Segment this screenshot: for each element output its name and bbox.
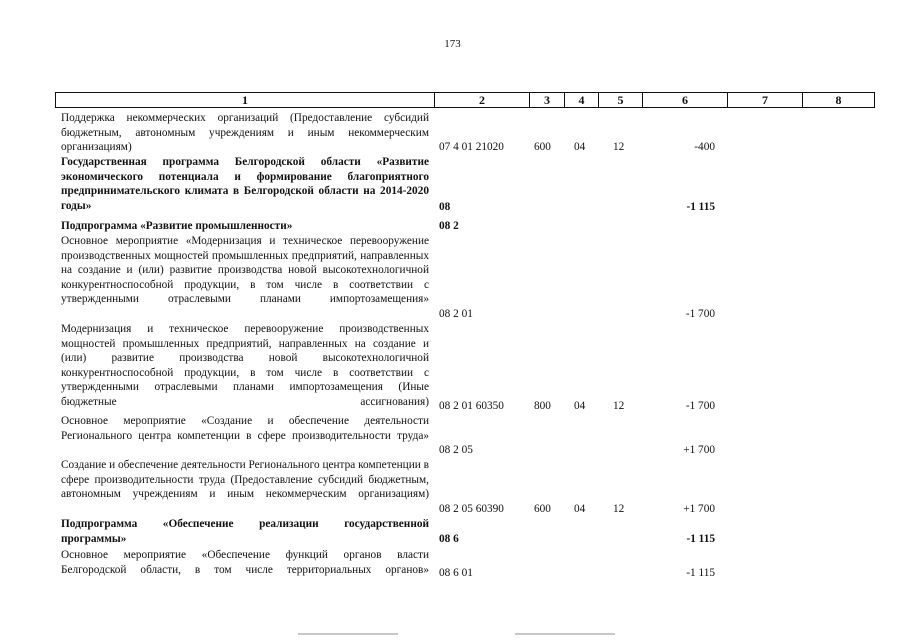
row-col5: 12 [613,400,625,412]
header-col-2: 2 [434,93,529,107]
row-amount: -1 700 [685,400,715,412]
row-amount: +1 700 [683,444,715,456]
row-col5: 12 [613,141,625,153]
scan-mark [298,633,398,635]
row-amount: +1 700 [683,503,715,515]
row-description: Поддержка некоммерческих организаций (Предоставление субсидий бюджетным, автономным учреждениям и иным некоммерческим организациям) [61,112,429,154]
row-amount: -1 115 [686,201,715,213]
row-col3: 800 [534,400,551,412]
row-description: Подпрограмма «Обеспечение реализации государственной программы» [61,518,429,545]
row-amount: -1 115 [686,567,715,579]
header-col-3: 3 [529,93,564,107]
header-col-8: 8 [802,93,874,107]
row-col5: 12 [613,503,625,515]
row-col3: 600 [534,141,551,153]
row-code: 08 2 01 60350 [439,400,504,412]
row-description: Модернизация и техническое перевооружение производственных мощностей промышленных предприятий, направленных на создание и (или) развитие производства новой высокотехнологичной конкурентноспособной продукции, в том числе в соответствии с утвержденными отраслевыми планами импортозамещения (Иные бюджетные ассигнования) [61,323,429,408]
row-code: 08 2 05 60390 [439,503,504,515]
row-col3: 600 [534,503,551,515]
page-number: 173 [444,38,461,50]
row-code: 08 [439,201,451,213]
header-col-6: 6 [642,93,727,107]
row-code: 08 2 05 [439,444,473,456]
row-col4: 04 [574,141,586,153]
row-code: 08 2 [439,220,459,232]
row-amount: -1 115 [686,533,715,545]
table-header [55,92,875,108]
row-amount: -400 [694,141,715,153]
row-col4: 04 [574,503,586,515]
header-col-1: 1 [242,93,248,107]
row-code: 08 2 01 [439,308,473,320]
row-description: Государственная программа Белгородской области «Развитие экономического потенциала и формирование благоприятного предпринимательского климата в Белгородской области на 2014-2020 годы» [61,156,429,212]
row-col4: 04 [574,400,586,412]
row-code: 08 6 [439,533,459,545]
row-code: 08 6 01 [439,567,473,579]
header-col-5: 5 [598,93,642,107]
row-amount: -1 700 [685,308,715,320]
row-code: 07 4 01 21020 [439,141,504,153]
row-description: Основное мероприятие «Модернизация и техническое перевооружение производственных мощностей промышленных предприятий, направленных на создание и (или) развитие производства новой высокотехнологичной конкурентноспособной продукции, в том числе в соответствии с утвержденными отраслевыми планами импортозамещения» [61,235,429,306]
header-col-7: 7 [727,93,802,107]
header-col-4: 4 [564,93,598,107]
row-description: Подпрограмма «Развитие промышленности» [61,220,293,232]
row-description: Основное мероприятие «Обеспечение функций органов власти Белгородской области, в том числе территориальных органов» [61,549,429,576]
scan-mark [515,633,615,635]
row-description: Создание и обеспечение деятельности Регионального центра компетенции в сфере производительности труда (Предоставление субсидий бюджетным, автономным учреждениям и иным некоммерческим организациям) [61,459,429,501]
row-description: Основное мероприятие «Создание и обеспечение деятельности Регионального центра компетенции в сфере производительности труда» [61,415,429,442]
